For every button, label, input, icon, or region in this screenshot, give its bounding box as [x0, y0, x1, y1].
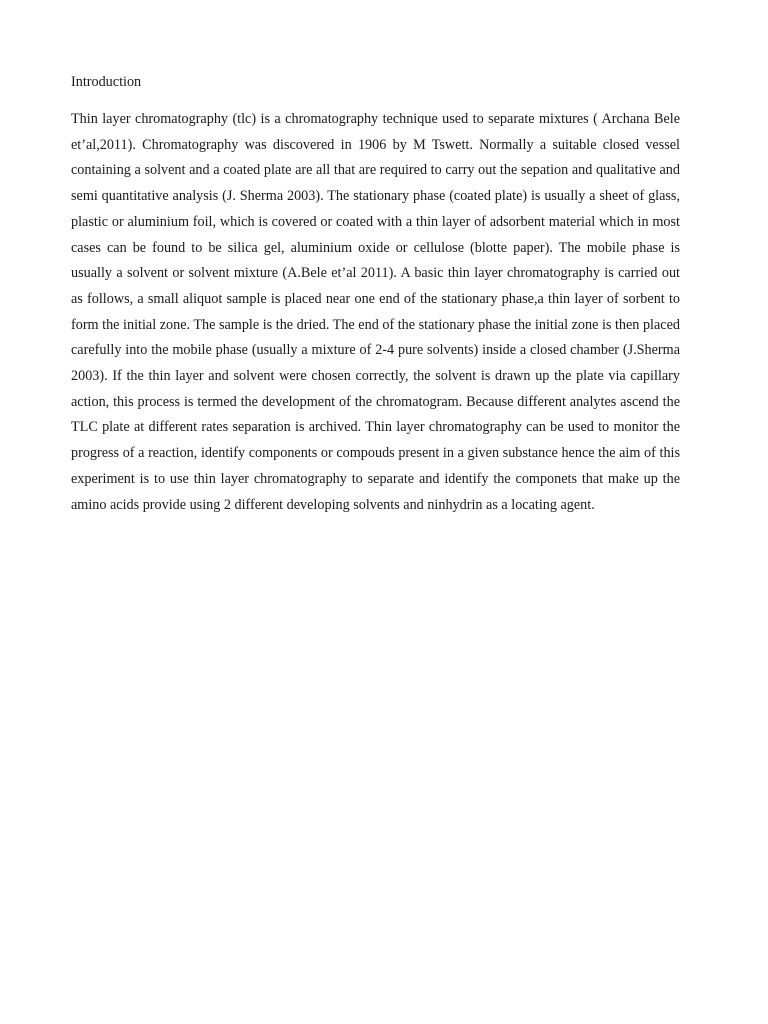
- introduction-paragraph: Thin layer chromatography (tlc) is a chromatography technique used to separate mixtures ( Archana Bele et’al,2011). Chromatography was discovered in 1906 by M Tswett. Normally a suitable closed vessel containing a solvent and a coated plate are all that are required to carry out the sepation and qualitative and semi quantitative analysis (J. Sherma 2003). The stationary phase (coated plate) is usually a sheet of glass, plastic or aluminium foil, which is covered or coated with a thin layer of adsorbent material which in most cases can be found to be silica gel, aluminium oxide or cellulose (blotte paper). The mobile phase is usually a solvent or solvent mixture (A.Bele et’al 2011). A basic thin layer chromatography is carried out as follows, a small aliquot sample is placed near one end of the stationary phase,a thin layer of sorbent to form the initial zone. The sample is the dried. The end of the stationary phase the initial zone is then placed carefully into the mobile phase (usually a mixture of 2-4 pure solvents) inside a closed chamber (J.Sherma 2003). If the thin layer and solvent were chosen correctly, the solvent is drawn up the plate via capillary action, this process is termed the development of the chromatogram. Because different analytes ascend the TLC plate at different rates separation is archived. Thin layer chromatography can be used to monitor the progress of a reaction, identify components or compouds present in a given substance hence the aim of this experiment is to use thin layer chromatography to separate and identify the componets that make up the amino acids provide using 2 different developing solvents and ninhydrin as a locating agent.: [71, 111, 680, 513]
- document-body: [71, 71, 680, 518]
- section-heading: Introduction: [71, 74, 142, 90]
